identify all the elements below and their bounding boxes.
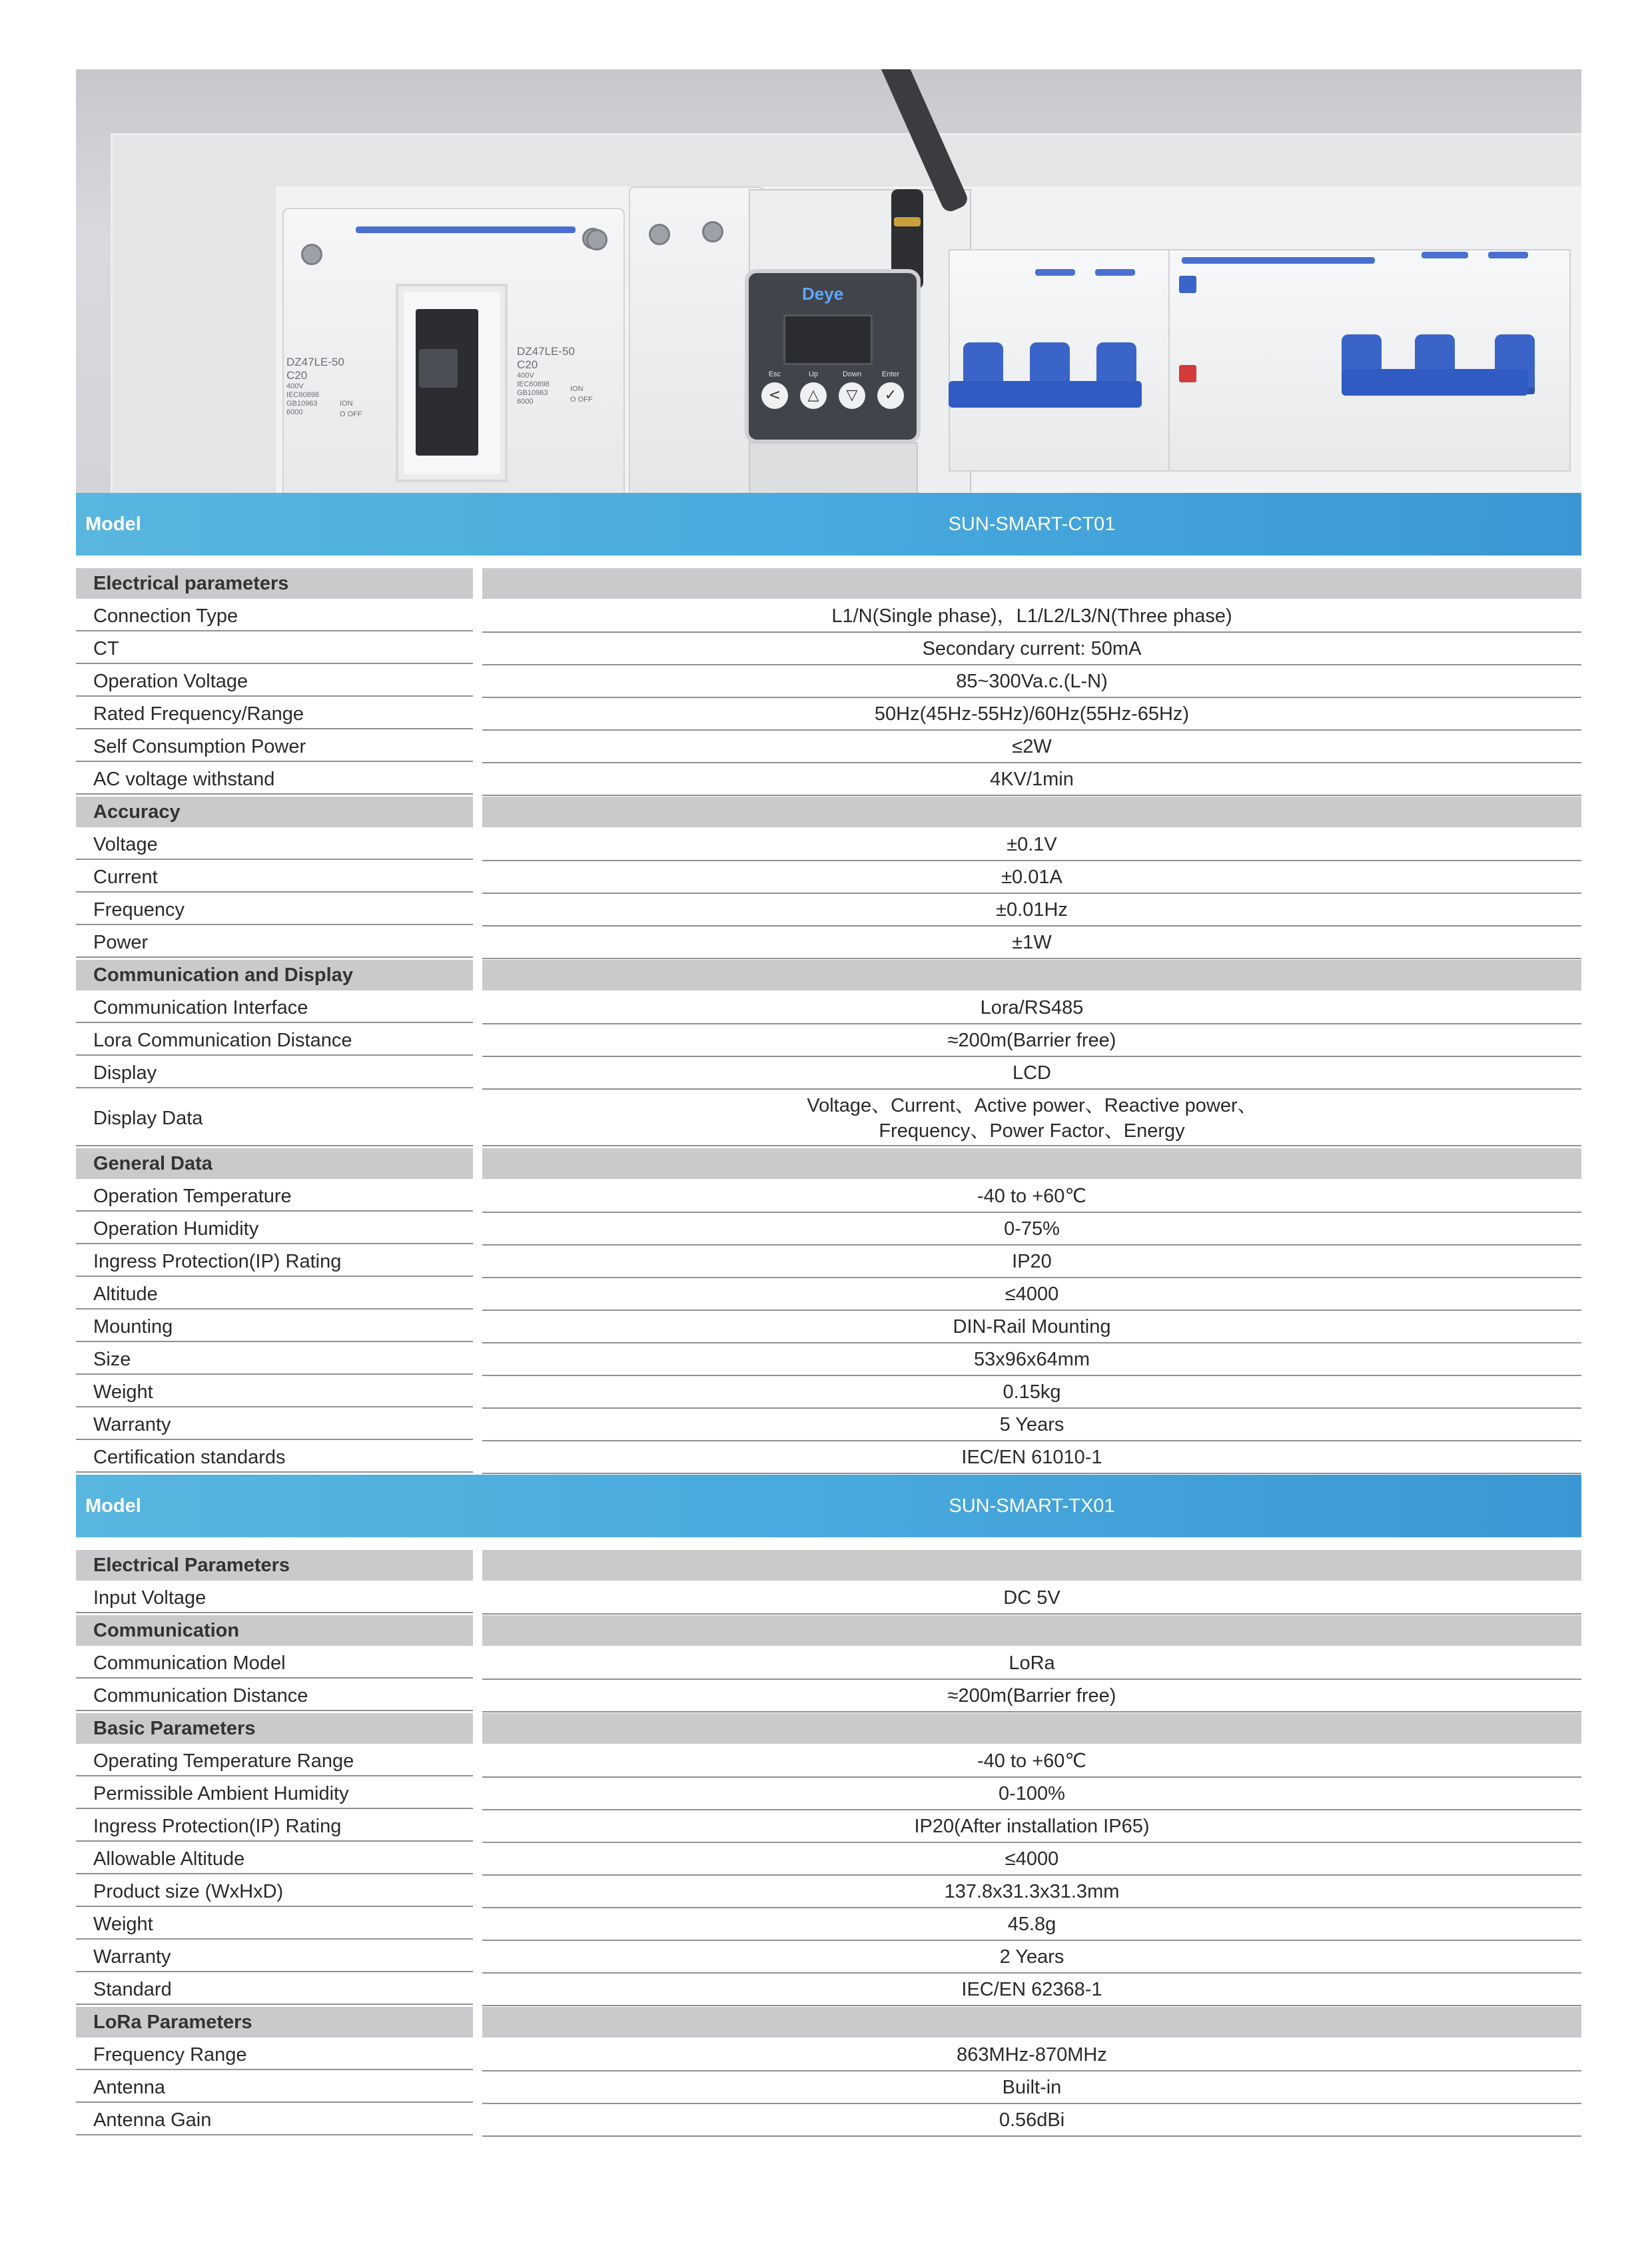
section-header [76,1148,1581,1181]
spec-row [76,1974,1581,2007]
blue-strip [1488,252,1528,258]
breaker-print-line: DZ47LE-50 [517,345,575,358]
model-bar [76,493,1581,556]
spec-row [76,1778,1581,1811]
spec-label: Warranty [76,1942,473,1972]
breaker-print-line: C20 [286,369,308,382]
breaker-print-line: O OFF [340,410,362,418]
spec-value: ±0.01A [482,862,1581,894]
check-icon: ✓ [877,382,904,409]
section-title: Electrical Parameters [76,1550,473,1581]
left-arrow-icon: < [761,382,788,409]
breaker-print-line: 6000 [517,398,534,406]
model-bar [76,1475,1581,1537]
spec-value: IEC/EN 62368-1 [482,1974,1581,2006]
spec-value: Built-in [482,2072,1581,2104]
spec-value: LCD [482,1058,1581,1090]
product-photo [76,69,1581,493]
spec-value: L1/N(Single phase)，L1/L2/L3/N(Three phase) [482,601,1581,633]
screw-icon [301,244,322,265]
spec-value: ≈200m(Barrier free) [482,1681,1581,1712]
blue-strip [1182,257,1375,264]
breaker-print-side [570,384,593,405]
spec-value: 2 Years [482,1942,1581,1974]
spec-value: ±0.01Hz [482,895,1581,927]
section-fill [482,960,1581,990]
section-header [76,2007,1581,2040]
spec-value: DC 5V [482,1583,1581,1615]
meter-button-label: Esc [768,370,781,378]
spec-row [76,1090,1581,1148]
breaker-print-2 [517,345,575,406]
spec-value: 0-75% [482,1214,1581,1246]
spec-row [76,1377,1581,1409]
blue-strip [356,226,576,233]
section-fill [482,2007,1581,2038]
spec-label: Operating Temperature Range [76,1746,473,1776]
spec-row [76,1681,1581,1713]
breaker-print-line: GB10963 [517,389,548,397]
spec-label: Self Consumption Power [76,731,473,762]
spec-label: Antenna Gain [76,2105,473,2135]
spec-label: Display Data [76,1090,473,1146]
spec-label: Rated Frequency/Range [76,699,473,729]
spec-row [76,1442,1581,1475]
spec-row [76,1648,1581,1681]
spec-value: IP20(After installation IP65) [482,1811,1581,1843]
blue-strip [1422,252,1468,258]
screw-icon [586,229,608,250]
section-title: Electrical parameters [76,568,473,599]
spec-label: Mounting [76,1311,473,1342]
spec-row [76,764,1581,797]
spec-value: ±1W [482,927,1581,959]
spec-row [76,1058,1581,1090]
spec-row [76,2040,1581,2072]
spec-value: 45.8g [482,1909,1581,1941]
spec-label: Ingress Protection(IP) Rating [76,1246,473,1277]
spec-value: ≤2W [482,731,1581,763]
spec-row [76,992,1581,1025]
spec-label: Power [76,927,473,958]
spec-label: Weight [76,1377,473,1407]
spec-value: 85~300Va.c.(L-N) [482,666,1581,698]
section-fill [482,1148,1581,1179]
meter-button-label: Enter [881,370,900,378]
screw-icon [649,224,670,245]
spec-row [76,1942,1581,1974]
spec-value: ≤4000 [482,1844,1581,1876]
spec-row [76,1876,1581,1909]
spec-value: ≤4000 [482,1279,1581,1311]
spec-label: Voltage [76,829,473,860]
spec-value: -40 to +60℃ [482,1181,1581,1213]
spec-row [76,927,1581,960]
screw-icon [702,221,723,242]
section-header [76,797,1581,829]
spec-row [76,1279,1581,1311]
model-label: Model [85,514,141,535]
section-fill [482,797,1581,827]
spec-row [76,633,1581,666]
spec-value: IEC/EN 61010-1 [482,1442,1581,1474]
breaker-print-line: IEC60898 [517,380,550,388]
meter-brand-logo: Deye [802,284,844,304]
spec-row [76,1746,1581,1778]
section-fill [482,568,1581,599]
spec-label: Communication Distance [76,1681,473,1711]
spec-table [76,568,1581,1475]
spec-label: Operation Voltage [76,666,473,697]
spec-label: Lora Communication Distance [76,1025,473,1056]
spec-label: Product size (WxHxD) [76,1876,473,1907]
antenna-ring [894,217,921,226]
spec-row [76,895,1581,927]
spec-value: 53x96x64mm [482,1344,1581,1376]
spec-label: Frequency [76,895,473,925]
up-triangle-icon: △ [800,382,827,409]
spec-row [76,1844,1581,1876]
breaker-knob [419,349,458,388]
spec-value: 0-100% [482,1778,1581,1810]
spec-label: Certification standards [76,1442,473,1473]
spec-value: 0.15kg [482,1377,1581,1409]
section-title: General Data [76,1148,473,1179]
meter-button-label: Down [842,370,862,378]
mcb-bar [949,381,1142,408]
spec-value: LoRa [482,1648,1581,1680]
datasheet-page [76,69,1581,2137]
section-title: Basic Parameters [76,1713,473,1744]
spec-value: IP20 [482,1246,1581,1278]
section-fill [482,1615,1581,1646]
section-fill [482,1550,1581,1581]
spec-label: Permissible Ambient Humidity [76,1778,473,1809]
breaker-print-line: 400V [286,382,304,390]
indicator-square [1179,365,1196,382]
mcb-bar [1342,369,1528,396]
spec-label: Warranty [76,1409,473,1440]
section-header [76,1550,1581,1583]
spec-value: DIN-Rail Mounting [482,1311,1581,1343]
spec-row [76,731,1581,764]
spec-label: Frequency Range [76,2040,473,2070]
spec-value: 4KV/1min [482,764,1581,796]
spec-value: -40 to +60℃ [482,1746,1581,1778]
spec-value: ≈200m(Barrier free) [482,1025,1581,1057]
spec-value: Secondary current: 50mA [482,633,1581,665]
spec-label: Communication Interface [76,992,473,1023]
down-triangle-icon: ▽ [839,382,865,409]
spec-value: ±0.1V [482,829,1581,861]
spec-row [76,1025,1581,1058]
breaker-print-line: ION [340,400,353,408]
spec-value [482,1090,1581,1146]
spec-row [76,601,1581,633]
model-value: SUN-SMART-CT01 [948,514,1116,535]
breaker-print-line: C20 [517,358,538,371]
spec-label: Ingress Protection(IP) Rating [76,1811,473,1842]
spec-label: AC voltage withstand [76,764,473,795]
spec-row [76,2105,1581,2137]
model-label: Model [85,1495,141,1517]
spec-value: 0.56dBi [482,2105,1581,2137]
spec-value-line: Frequency、Power Factor、Energy [879,1120,1185,1142]
breaker-print-1 [286,356,344,417]
meter-lcd-screen [783,314,873,365]
spec-row [76,1811,1581,1844]
breaker-print-line: 400V [517,372,534,380]
spec-row [76,699,1581,731]
breaker-print-line: 6000 [286,408,303,416]
section-header [76,568,1581,601]
spec-row [76,1344,1581,1377]
spec-row [76,666,1581,699]
spec-label: Size [76,1344,473,1375]
section-title: Communication and Display [76,960,473,990]
spec-table [76,1550,1581,2137]
spec-row [76,1909,1581,1942]
spec-value-line: Voltage、Current、Active power、Reactive power、 [807,1095,1257,1116]
section-header [76,1713,1581,1746]
breaker-print-line: O OFF [570,396,593,404]
spec-row [76,1181,1581,1214]
section-title: LoRa Parameters [76,2007,473,2038]
section-title: Accuracy [76,797,473,827]
spec-label: Display [76,1058,473,1088]
spec-row [76,2072,1581,2105]
spec-value: 137.8x31.3x31.3mm [482,1876,1581,1908]
spec-label: Current [76,862,473,893]
spec-row [76,1214,1581,1246]
spec-label: Antenna [76,2072,473,2103]
spec-label: Standard [76,1974,473,2005]
spec-label: Operation Temperature [76,1181,473,1212]
blue-strip [1095,269,1135,276]
spec-value: 5 Years [482,1409,1581,1441]
spec-label: Communication Model [76,1648,473,1679]
breaker-print-line: ION [570,385,584,393]
spec-label: Weight [76,1909,473,1940]
spec-row [76,1409,1581,1442]
section-title: Communication [76,1615,473,1646]
breaker-print-line: IEC60898 [286,391,319,399]
section-header [76,1615,1581,1648]
meter-button-label: Up [808,370,819,378]
breaker-print-line: GB10963 [286,400,318,408]
spec-row [76,1583,1581,1615]
meter-lower-housing [749,442,918,493]
spec-row [76,862,1581,895]
spec-label: Input Voltage [76,1583,473,1613]
spec-row [76,829,1581,862]
breaker-print-line: DZ47LE-50 [286,356,344,368]
spec-value: 863MHz-870MHz [482,2040,1581,2071]
spec-label: Operation Humidity [76,1214,473,1244]
spec-label: Altitude [76,1279,473,1309]
spec-value: 50Hz(45Hz-55Hz)/60Hz(55Hz-65Hz) [482,699,1581,731]
section-fill [482,1713,1581,1744]
test-button [1179,276,1196,293]
spec-label: CT [76,633,473,664]
breaker-print-side [340,398,362,420]
spec-row [76,1246,1581,1279]
spec-row [76,1311,1581,1344]
model-value: SUN-SMART-TX01 [949,1495,1115,1517]
spec-label: Allowable Altitude [76,1844,473,1874]
section-header [76,960,1581,992]
spec-label: Connection Type [76,601,473,631]
spec-value: Lora/RS485 [482,992,1581,1024]
blue-strip [1035,269,1075,276]
